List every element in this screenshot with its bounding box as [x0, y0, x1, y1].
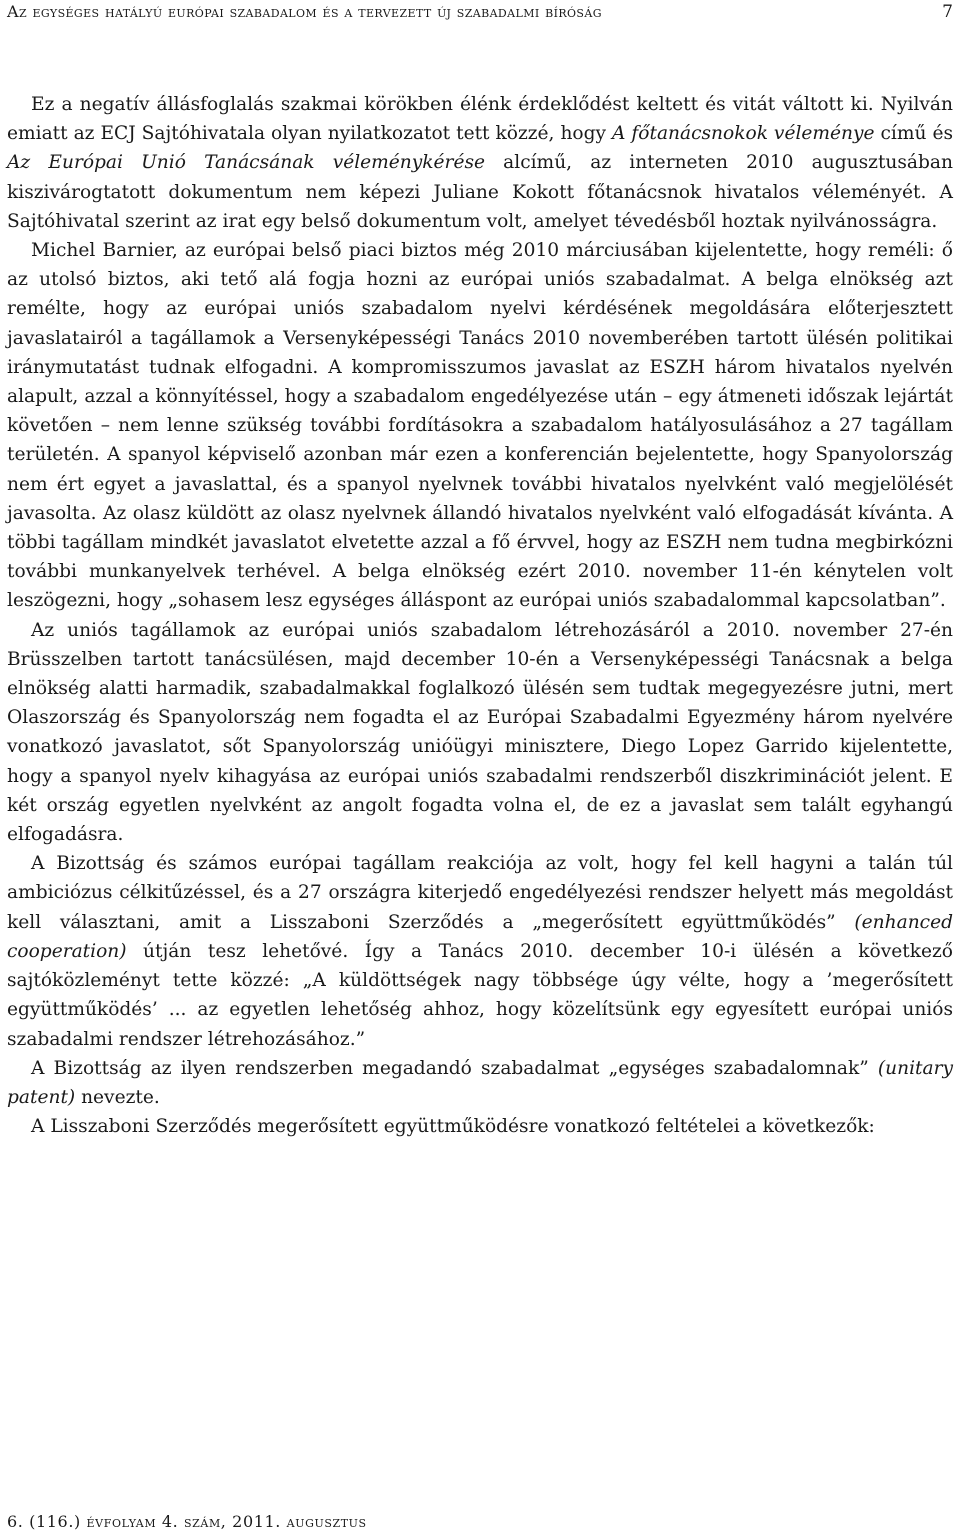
italic-text: (unitary patent): [7, 1057, 953, 1108]
body-paragraph: [7, 1112, 953, 1141]
italic-text: A főtanácsnokok véleménye: [612, 123, 875, 145]
body-paragraph: [7, 1054, 953, 1112]
body-paragraph: [7, 236, 953, 616]
paragraph-text: Az uniós tagállamok az európai uniós szabadalom létrehozásáról a 2010. november 27-én Brüsszelben tartott tanácsülésen, majd december 10-én a Versenyképességi Tanácsnak a belga elnökség alatti harmadik, szabadalmakkal foglalkozó ülésén sem tudtak megegyezésre jutni, mert Olaszország és Spanyolország nem fogadta el az Európai Szabadalmi Egyezmény három nyelvére vonatkozó javaslatot, sőt Spanyolország unióügyi minisztere, Diego Lopez Garrido kijelentette, hogy a spanyol nyelv kihagyása az európai uniós szabadalmi rendszerből diszkriminációt jelent. E két ország egyetlen nyelvként az angolt fogadta volna el, de ez a javaslat sem talált egyhangú elfogadásra.: [7, 619, 953, 846]
italic-text: (enhanced cooperation): [7, 911, 953, 962]
body-paragraph: [7, 90, 953, 236]
paragraph-text: A Bizottság és számos európai tagállam reakciója az volt, hogy fel kell hagyni a talán túl ambiciózus célkitűzéssel, és a 27 országra kiterjedő engedélyezési rendszer helyett más megoldást kell választani, amit a Lisszaboni Szerződés a „megerősített együttműködés”: [7, 853, 953, 933]
paragraph-text: Michel Barnier, az európai belső piaci biztos még 2010 márciusában kijelentette, hogy reméli: ő az utolsó biztos, aki tető alá fogja hozni az európai uniós szabadalmat. A belga elnökség azt remélte, hogy az európai uniós szabadalom nyelvi kérdésének megoldására előterjesztett javaslatairól a tagállamok a Versenyképességi Tanács 2010 novemberében tartott ülésén politikai iránymutatást tudnak elfogadni. A kompromisszumos javaslat az ESZH három hivatalos nyelvén alapult, azzal a könnyítéssel, hogy a szabadalom engedélyezése után – egy átmeneti időszak lejártát követően – nem lenne szükség további fordításokra a szabadalom hatályosulásához a 27 tagállam területén. A spanyol képviselő azonban már ezen a konferencián bejelentette, hogy Spanyolország nem ért egyet a javaslattal, és a spanyol nyelvnek további hivatalos nyelvként való megjelölését javasolta. Az olasz küldött az olasz nyelvnek állandó hivatalos nyelvként való elfogadását kívánta. A többi tagállam mindkét javaslatot elvetette azzal a fő érvvel, hogy az ESZH nem tudna megbirkózni további munkanyelvek terhével. A belga elnökség ezért 2010. november 11-én kénytelen volt leszögezni, hogy „sohasem lesz egységes álláspont az európai uniós szabadalommal kapcsolatban”.: [7, 240, 953, 612]
body-paragraph: [7, 849, 953, 1053]
body-paragraph: [7, 616, 953, 850]
paragraph-text: Ez a negatív állásfoglalás szakmai körökben élénk érdeklődést keltett és vitát váltott ki. Nyilván emiatt az ECJ Sajtóhivatala olyan nyilatkozatot tett közzé, hogy: [7, 94, 953, 145]
paragraph-text: nevezte.: [75, 1086, 160, 1108]
running-header: [7, 0, 953, 26]
paragraph-text: A Bizottság az ilyen rendszerben megadandó szabadalmat „egységes szabadalomnak”: [31, 1057, 878, 1079]
page-number: 7: [942, 2, 953, 22]
paragraph-text: című és: [874, 123, 953, 145]
paragraph-text: útján tesz lehetővé. Így a Tanács 2010. december 10-i ülésén a következő sajtóközleményt tette közzé: „A küldöttségek nagy többsége úgy vélte, hogy a ’megerősített együttműködés’ ... az egyetlen lehetőség ahhoz, hogy közelítsünk egy egyesített európai uniós szabadalmi rendszer létrehozásához.”: [7, 940, 953, 1050]
paragraph-text: A Lisszaboni Szerződés megerősített együttműködésre vonatkozó feltételei a következők:: [31, 1116, 875, 1138]
article-body: [7, 90, 953, 1141]
italic-text: Az Európai Unió Tanácsának véleménykérése: [7, 152, 485, 174]
running-header-title: Az egységes hatályú európai szabadalom és a tervezett új szabadalmi bíróság: [7, 2, 602, 21]
paragraph-text: alcímű, az interneten 2010 augusztusában kiszivárogtatott dokumentum nem képezi Juliane Kokott főtanácsnok hivatalos véleményét. A Sajtóhivatal szerint az irat egy belső dokumentum volt, amelyet tévedésből hoztak nyilvánosságra.: [7, 152, 953, 232]
running-footer: 6. (116.) évfolyam 4. szám, 2011. augusztus: [7, 1512, 367, 1531]
